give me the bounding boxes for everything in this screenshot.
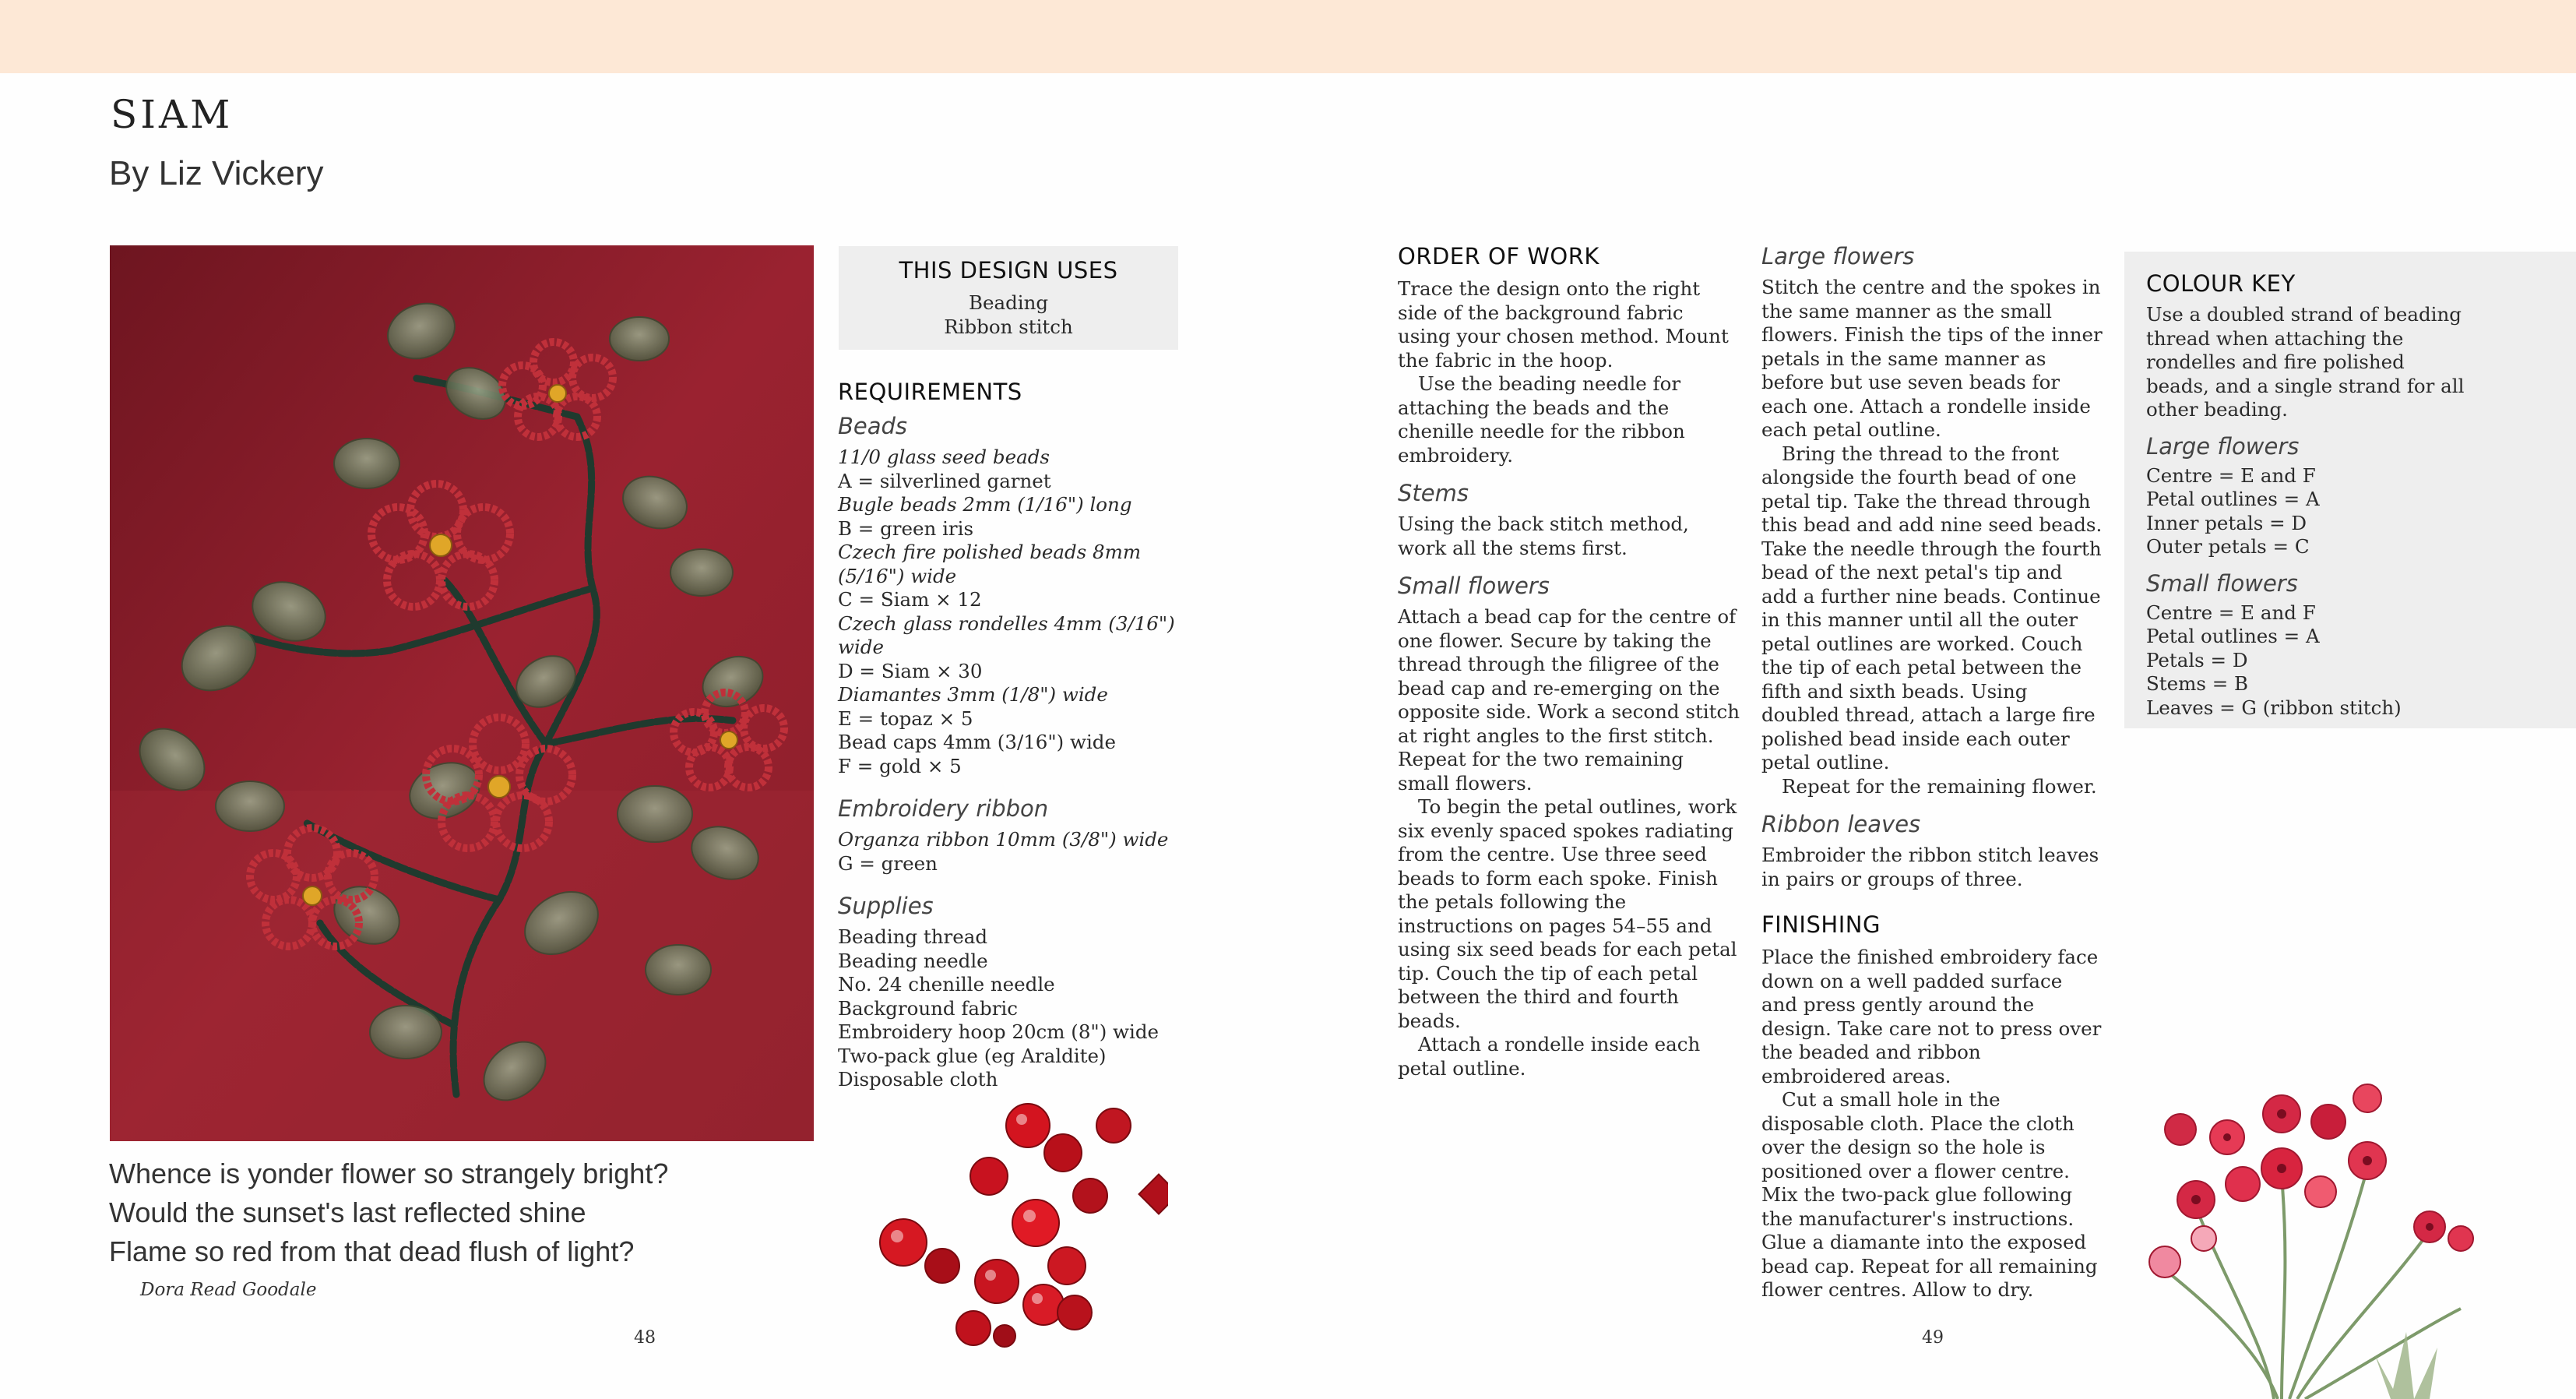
supply-line: Beading needle [838, 949, 988, 972]
ribbon-subheading: Embroidery ribbon [838, 795, 1049, 822]
beads-list [838, 446, 1196, 778]
finishing-para: Cut a small hole in the disposable cloth. Place the cloth over the design so the hole is positioned over a flower centre. Mix the two-pack glue following the manufacturer's instructions. Glue a diamante into the exposed bead cap. Repeat for all remaining flower centres. Allow to dry. [1761, 1088, 2098, 1301]
supply-line: Two-pack glue (eg Araldite) [838, 1044, 1107, 1067]
pink-flowers-illustration [2134, 1052, 2492, 1399]
colour-key-heading: COLOUR KEY [2146, 270, 2296, 297]
key-large-subheading: Large flowers [2146, 432, 2300, 460]
large-flowers-subheading: Large flowers [1761, 243, 1915, 270]
page-title: SIAM [111, 92, 234, 137]
bead-line: F = gold × 5 [838, 754, 962, 777]
supply-line: Disposable cloth [838, 1068, 998, 1091]
page-number-right: 49 [1922, 1328, 1944, 1348]
bead-line: B = green iris [838, 516, 974, 540]
poem-line: Would the sunset's last reflected shine [109, 1196, 586, 1228]
key-small-subheading: Small flowers [2146, 569, 2298, 597]
embroidery-illustration [110, 245, 814, 1141]
bead-line: Diamantes 3mm (1/8") wide [838, 683, 1108, 706]
poem-line: Flame so red from that dead flush of light? [109, 1235, 635, 1267]
supplies-subheading: Supplies [838, 893, 934, 919]
key-line: Stems = B [2146, 672, 2249, 695]
stems-subheading: Stems [1398, 480, 1469, 506]
key-line: Petals = D [2146, 648, 2248, 671]
large-flowers-text [1761, 276, 2104, 798]
supply-line: Beading thread [838, 925, 988, 948]
key-line: Centre = E and F [2146, 463, 2316, 487]
ribbon-line: Organza ribbon 10mm (3/8") wide [838, 828, 1169, 851]
key-line: Petal outlines = A [2146, 488, 2320, 510]
bead-line: D = Siam × 30 [838, 659, 983, 682]
order-intro-para: Use the beading needle for attaching the beads and the chenille needle for the ribbon embroidery. [1398, 372, 1685, 467]
poem-line: Whence is yonder flower so strangely bright? [109, 1158, 669, 1189]
small-flowers-para: Attach a bead cap for the centre of one flower. Secure by taking the thread through the filigree of the bead cap and re-emerging on the opposite side. Work a second stitch at right angles to the first stitch. Repeat for the two remaining small flowers. [1398, 605, 1740, 795]
supply-line: Background fabric [838, 996, 1018, 1020]
colour-key-intro: Use a doubled strand of beading thread when attaching the rondelles and fire polished beads, and a single strand for all other beading. [2146, 303, 2465, 421]
bead-line: A = silverlined garnet [838, 469, 1051, 492]
ribbon-line: G = green [838, 851, 938, 875]
small-flowers-para: Attach a rondelle inside each petal outline. [1398, 1033, 1701, 1080]
key-line: Petal outlines = A [2146, 625, 2320, 647]
bead-line: 11/0 glass seed beads [838, 446, 1050, 468]
bead-line: Bugle beads 2mm (1/16") long [838, 493, 1132, 516]
small-flowers-para: To begin the petal outlines, work six evenly spaced spokes radiating from the centre. Use three seed beads to form each spoke. Finish the petals following the instructions on pages 54–55 and using six seed beads for each petal tip. Couch the tip of each petal between the third and fourth beads. [1398, 795, 1737, 1032]
supply-line: No. 24 chenille needle [838, 973, 1055, 996]
beads-subheading: Beads [838, 413, 908, 439]
embroidery-photo [110, 245, 814, 1141]
key-large-list [2146, 464, 2473, 559]
finishing-text [1761, 946, 2104, 1302]
bead-line: E = topaz × 5 [838, 707, 973, 730]
order-intro-para: Trace the design onto the right side of the background fabric using your chosen method. Mount the fabric in the hoop. [1398, 277, 1729, 372]
large-flowers-para: Repeat for the remaining flower. [1782, 774, 2097, 798]
large-flowers-column [1761, 243, 2104, 1302]
poem-attribution: Dora Read Goodale [140, 1280, 317, 1300]
bead-line: Czech fire polished beads 8mm (5/16") wide [838, 541, 1142, 587]
requirements-heading: REQUIREMENTS [838, 379, 1022, 405]
design-uses-list [839, 291, 1178, 339]
supplies-list [838, 925, 1196, 1092]
bead-line: Bead caps 4mm (3/16") wide [838, 731, 1116, 753]
design-uses-item: Ribbon stitch [944, 315, 1073, 338]
key-small-list [2146, 601, 2473, 721]
ribbon-leaves-subheading: Ribbon leaves [1761, 811, 1921, 837]
order-heading: ORDER OF WORK [1398, 243, 1599, 270]
finishing-para: Place the finished embroidery face down on a well padded surface and press gently around the design. Take care not to press over the beaded and ribbon embroidered areas. [1761, 946, 2102, 1087]
large-flowers-para: Bring the thread to the front alongside the fourth bead of one petal tip. Take the thread through this bead and add nine seed beads. Take the needle through the fourth bead of the next petal's tip and add a further nine beads. Continue in this manner until all the outer petal outlines are worked. Couch the tip of each petal between the fifth and sixth beads. Using doubled thread, attach a large fire polished bead inside each outer petal outline. [1761, 442, 2103, 774]
design-uses-item: Beading [968, 291, 1049, 314]
colour-key-content [2146, 270, 2473, 720]
stems-text: Using the back stitch method, work all the stems first. [1398, 513, 1689, 559]
page-number-left: 48 [634, 1328, 656, 1348]
key-line: Centre = E and F [2146, 601, 2316, 624]
design-uses-heading: THIS DESIGN USES [899, 257, 1118, 284]
order-intro [1398, 277, 1740, 467]
bead-line: C = Siam × 12 [838, 588, 982, 611]
design-uses-box [839, 246, 1178, 350]
small-flowers-text [1398, 605, 1740, 1080]
author-byline: By Liz Vickery [109, 154, 324, 192]
finishing-heading: FINISHING [1761, 911, 1881, 938]
ribbon-leaves-text: Embroider the ribbon stitch leaves in pairs or groups of three. [1761, 844, 2099, 890]
order-of-work-column [1398, 243, 1740, 1080]
requirements-section [838, 379, 1196, 1092]
supply-line: Embroidery hoop 20cm (8") wide [838, 1020, 1160, 1043]
top-color-band [0, 0, 2576, 73]
poem [109, 1154, 810, 1271]
bead-line: Czech glass rondelles 4mm (3/16") wide [838, 611, 1175, 658]
colour-key-box [2124, 252, 2576, 728]
loose-beads-photo [857, 1087, 1168, 1359]
key-line: Inner petals = D [2146, 511, 2307, 534]
large-flowers-para: Stitch the centre and the spokes in the same manner as the small flowers. Finish the tips of the inner petals in the same manner as before but use seven beads for each one. Attach a rondelle inside each petal outline. [1761, 276, 2103, 441]
ribbon-list [838, 828, 1196, 876]
key-line: Outer petals = C [2146, 535, 2310, 558]
small-flowers-subheading: Small flowers [1398, 573, 1550, 599]
key-line: Leaves = G (ribbon stitch) [2146, 696, 2402, 719]
